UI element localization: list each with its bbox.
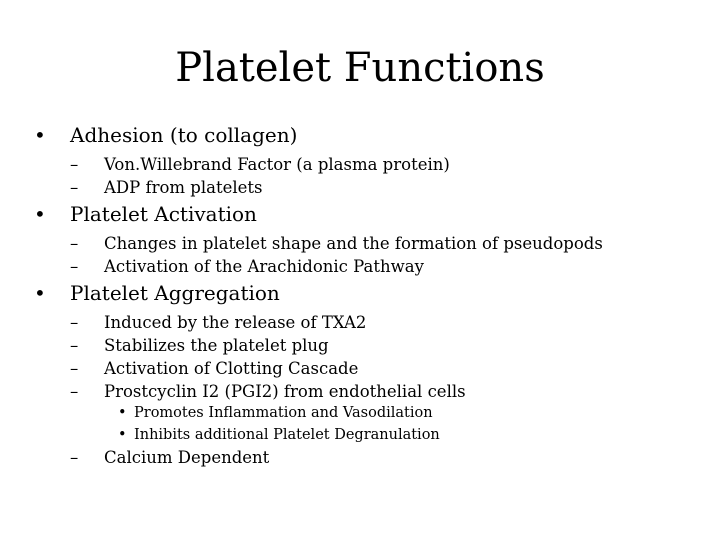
section-adhesion bbox=[34, 120, 704, 199]
sub-list bbox=[34, 232, 704, 278]
bullet-heading: Platelet Activation bbox=[70, 202, 257, 226]
sub-item bbox=[34, 153, 704, 176]
bullet-heading: Platelet Aggregation bbox=[70, 281, 280, 305]
bullet-icon: • bbox=[34, 123, 46, 147]
dash-icon: – bbox=[70, 448, 79, 467]
sub-item bbox=[34, 255, 704, 278]
dash-icon: – bbox=[70, 382, 79, 401]
sub-item bbox=[34, 311, 704, 334]
dash-icon: – bbox=[70, 336, 79, 355]
bullet-icon: • bbox=[118, 427, 127, 443]
bullet-icon: • bbox=[34, 202, 46, 226]
sub-sub-item bbox=[34, 402, 704, 424]
dash-icon: – bbox=[70, 359, 79, 378]
sub-item-text: Induced by the release of TXA2 bbox=[104, 313, 367, 332]
sub-sub-item bbox=[34, 424, 704, 446]
sub-item-text: Activation of Clotting Cascade bbox=[104, 359, 359, 378]
sub-item-text: ADP from platelets bbox=[104, 178, 263, 197]
section-aggregation bbox=[34, 278, 704, 469]
bullet-icon: • bbox=[34, 281, 46, 305]
sub-item-text: Prostcyclin I2 (PGI2) from endothelial cells bbox=[104, 382, 466, 401]
sub-item bbox=[34, 357, 704, 380]
sub-item-text: Stabilizes the platelet plug bbox=[104, 336, 329, 355]
dash-icon: – bbox=[70, 155, 79, 174]
sub-item-text: Changes in platelet shape and the formation of pseudopods bbox=[104, 234, 603, 253]
bullet-icon: • bbox=[118, 405, 127, 421]
slide-title: Platelet Functions bbox=[175, 45, 545, 91]
sub-item-text: Activation of the Arachidonic Pathway bbox=[104, 257, 424, 276]
sub-sub-item-text: Inhibits additional Platelet Degranulation bbox=[134, 427, 440, 443]
bullet-item bbox=[34, 120, 704, 150]
sub-item-text: Calcium Dependent bbox=[104, 448, 270, 467]
sub-item bbox=[34, 380, 704, 403]
bullet-heading: Adhesion (to collagen) bbox=[70, 123, 298, 147]
sub-list bbox=[34, 311, 704, 469]
bullet-list bbox=[34, 120, 704, 469]
bullet-item bbox=[34, 278, 704, 308]
sub-sub-item-text: Promotes Inflammation and Vasodilation bbox=[134, 405, 433, 421]
dash-icon: – bbox=[70, 234, 79, 253]
sub-item bbox=[34, 446, 704, 469]
sub-item bbox=[34, 334, 704, 357]
sub-item bbox=[34, 232, 704, 255]
dash-icon: – bbox=[70, 178, 79, 197]
bullet-item bbox=[34, 199, 704, 229]
dash-icon: – bbox=[70, 257, 79, 276]
sub-item-text: Von.Willebrand Factor (a plasma protein) bbox=[104, 155, 450, 174]
section-activation bbox=[34, 199, 704, 278]
sub-item bbox=[34, 176, 704, 199]
sub-list bbox=[34, 153, 704, 199]
dash-icon: – bbox=[70, 313, 79, 332]
sub-sub-list bbox=[34, 402, 704, 446]
